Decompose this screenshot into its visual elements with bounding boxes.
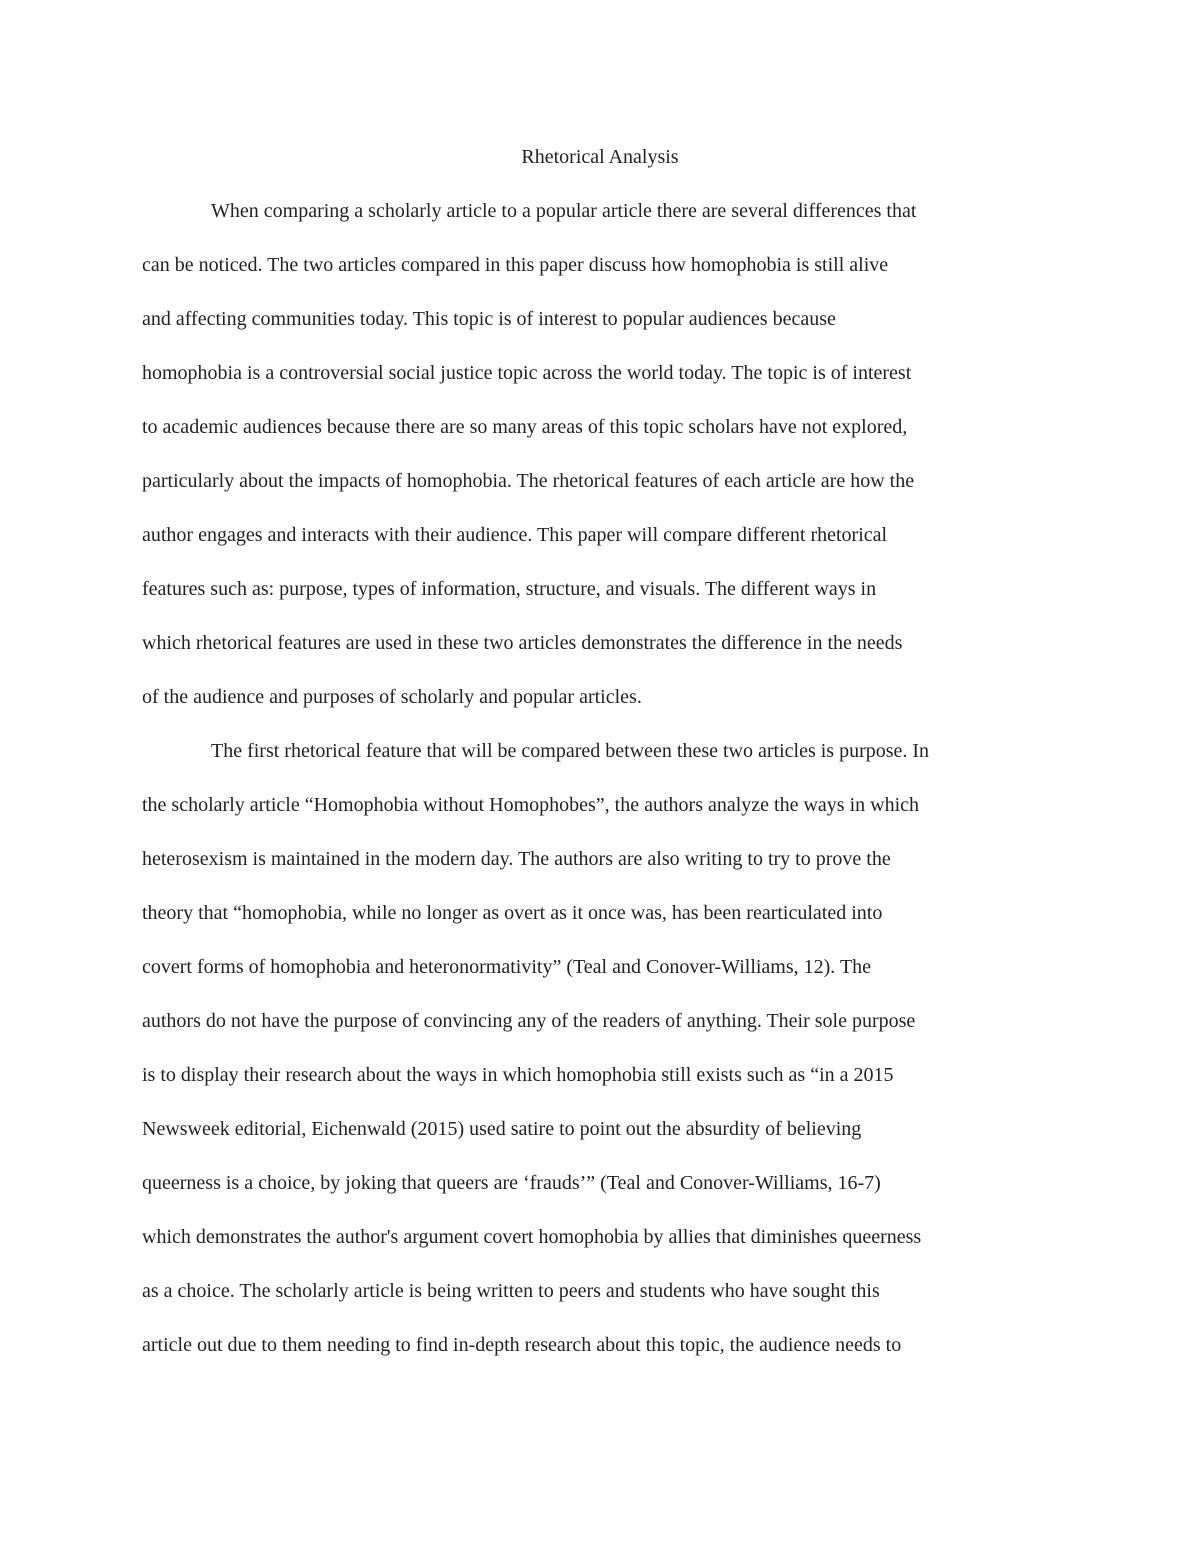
document-title: Rhetorical Analysis [521,146,679,168]
text-line: is to display their research about the ways in which homophobia still exists such as “in a 2015 [142,1064,894,1086]
text-line: queerness is a choice, by joking that queers are ‘frauds’” (Teal and Conover-Williams, 16-7) [142,1172,881,1194]
text-line: When comparing a scholarly article to a popular article there are several differences that [211,200,917,222]
text-line: which demonstrates the author's argument covert homophobia by allies that diminishes queerness [142,1226,922,1248]
text-line: The first rhetorical feature that will be compared between these two articles is purpose. In [211,740,930,762]
text-line: to academic audiences because there are so many areas of this topic scholars have not explored, [142,416,908,438]
text-line: features such as: purpose, types of information, structure, and visuals. The different ways in [142,578,877,600]
text-line: and affecting communities today. This topic is of interest to popular audiences because [142,308,836,330]
text-line: authors do not have the purpose of convincing any of the readers of anything. Their sole purpose [142,1010,916,1032]
text-line: homophobia is a controversial social justice topic across the world today. The topic is of interest [142,362,912,384]
text-line: as a choice. The scholarly article is being written to peers and students who have sought this [142,1280,880,1302]
text-line: theory that “homophobia, while no longer as overt as it once was, has been rearticulated into [142,902,883,924]
text-line: can be noticed. The two articles compared in this paper discuss how homophobia is still alive [142,254,889,276]
text-line: which rhetorical features are used in these two articles demonstrates the difference in the needs [142,632,903,654]
text-line: Newsweek editorial, Eichenwald (2015) used satire to point out the absurdity of believing [142,1118,862,1140]
text-line: the scholarly article “Homophobia without Homophobes”, the authors analyze the ways in which [142,794,920,816]
text-line: covert forms of homophobia and heteronormativity” (Teal and Conover-Williams, 12). The [142,956,872,978]
text-line: article out due to them needing to find in-depth research about this topic, the audience needs to [142,1334,902,1356]
text-line: author engages and interacts with their audience. This paper will compare different rhetorical [142,524,888,546]
text-line: of the audience and purposes of scholarly and popular articles. [142,686,642,708]
text-line: heterosexism is maintained in the modern day. The authors are also writing to try to prove the [142,848,891,870]
text-line: particularly about the impacts of homophobia. The rhetorical features of each article are how the [142,470,915,492]
